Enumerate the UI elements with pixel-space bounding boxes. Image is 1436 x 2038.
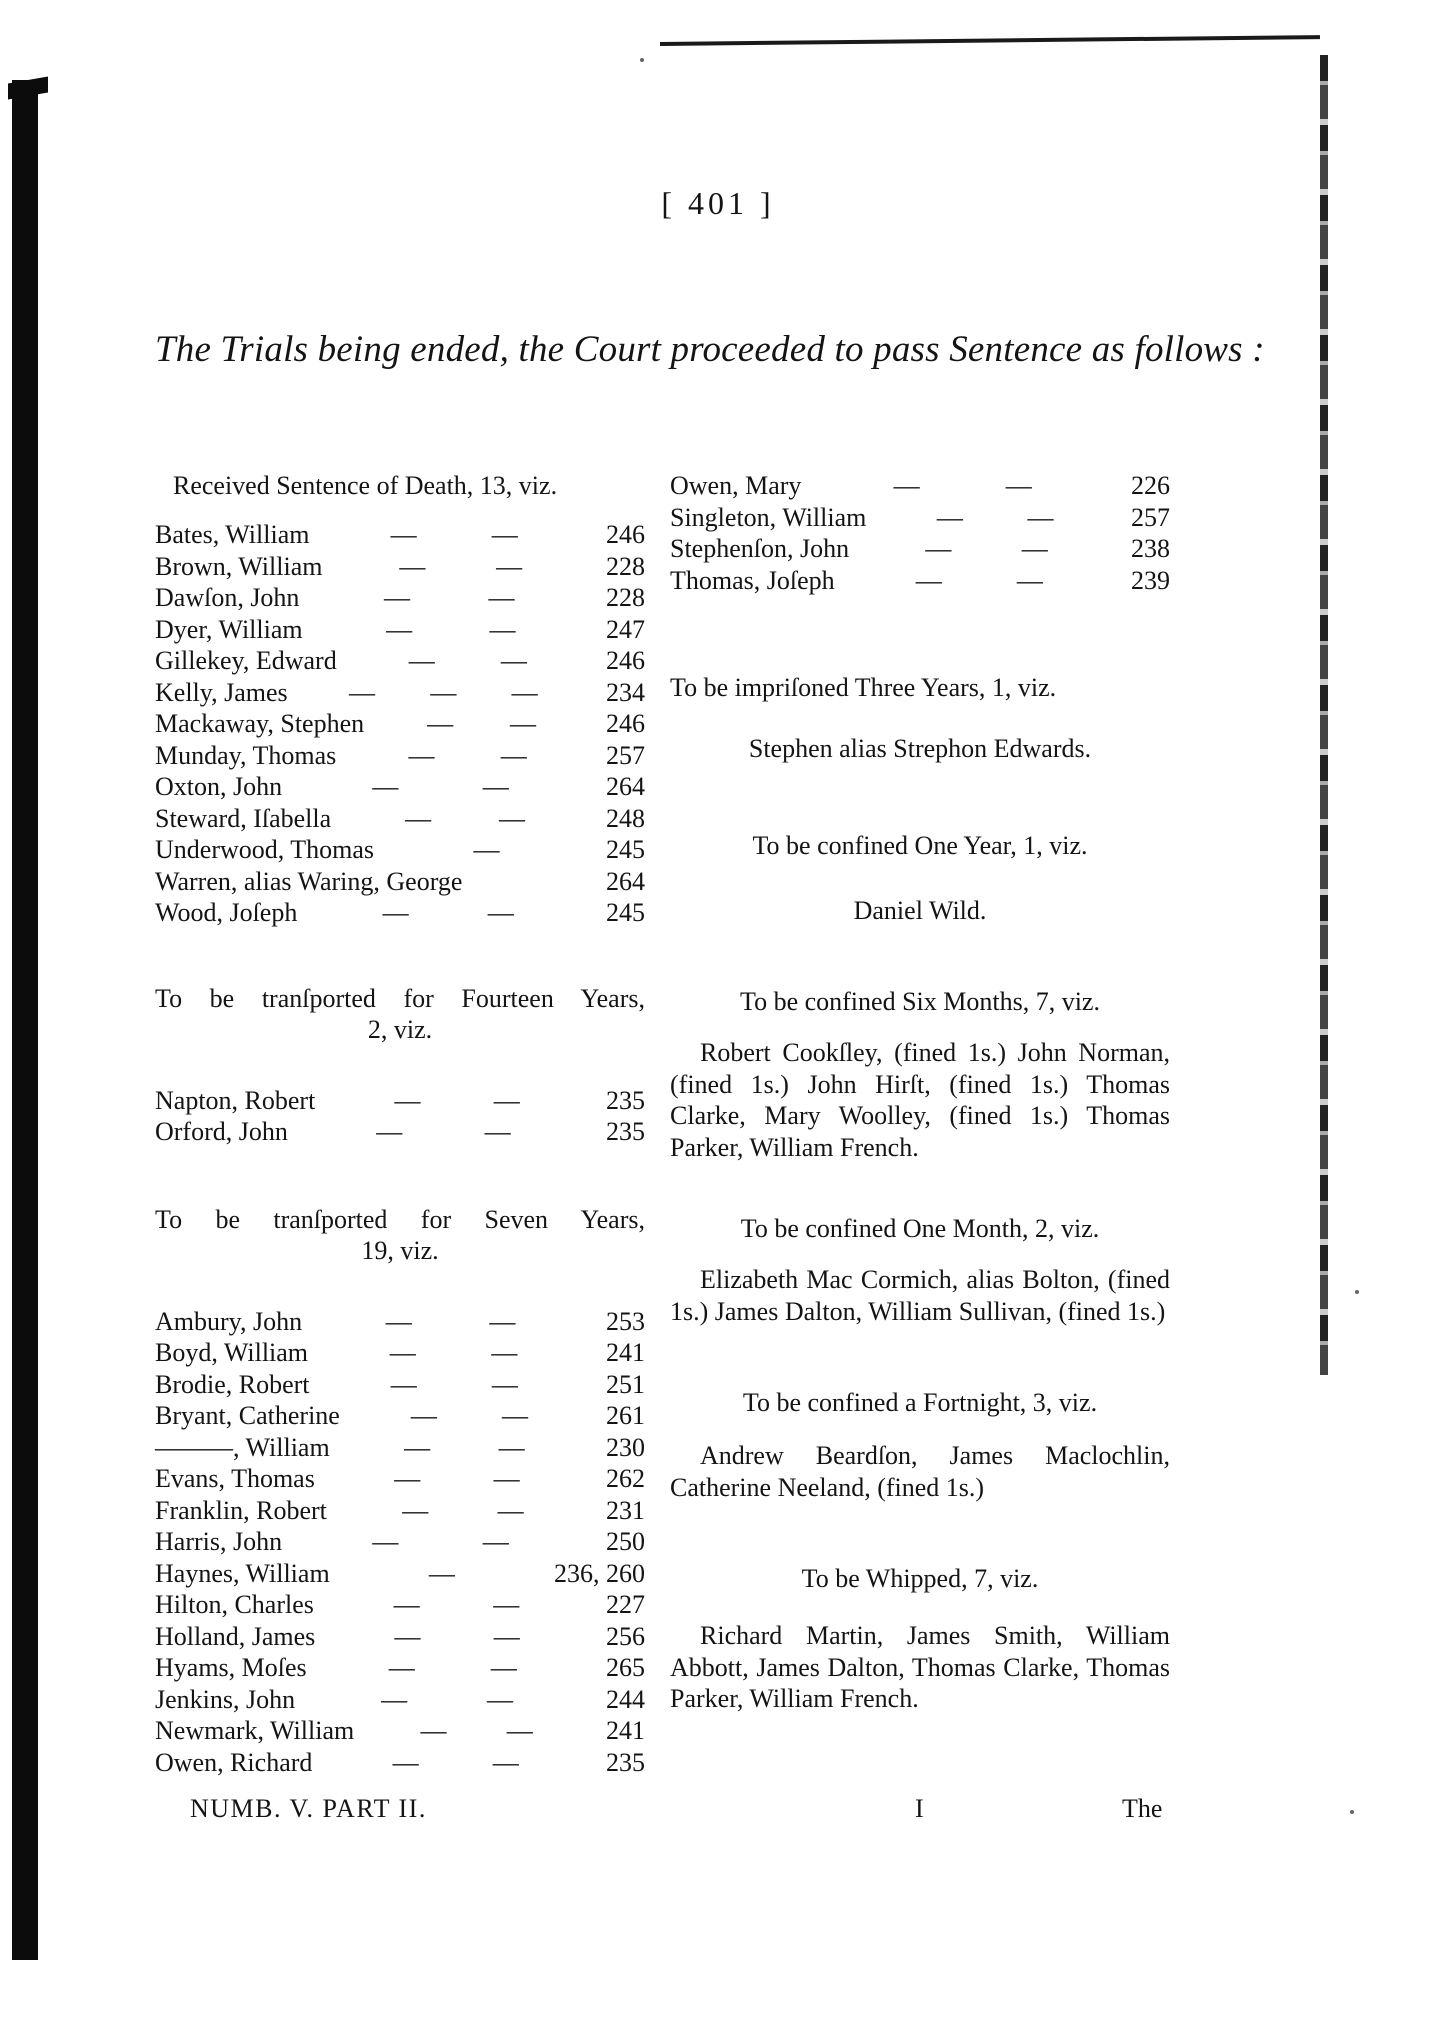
leader-dash: — — [482, 772, 509, 801]
fortnight-section — [670, 1387, 1170, 1503]
entry-name: Bates, William — [155, 520, 310, 549]
entry-page-ref: 251 — [606, 1369, 645, 1399]
entry-name: Wood, Joſeph — [155, 898, 298, 927]
leader-dash: — — [388, 1653, 415, 1682]
leader-dash: — — [488, 583, 515, 612]
entry-page-ref: 244 — [606, 1684, 645, 1714]
entry-name: Orford, John — [155, 1117, 288, 1146]
leader-dash: — — [498, 1432, 525, 1462]
entry-name: Evans, Thomas — [155, 1464, 315, 1493]
entry-name: Kelly, James — [155, 677, 288, 707]
entry-leader — [309, 519, 599, 551]
leader-dash: — — [381, 1684, 408, 1714]
entry-name: Ambury, John — [155, 1306, 303, 1336]
leader-dash: — — [405, 803, 432, 833]
entry-name: Owen, Mary — [670, 471, 802, 500]
entry-name: ———, William — [155, 1432, 330, 1462]
entry-name: Holland, James — [155, 1621, 316, 1651]
leader-dash: — — [372, 1527, 399, 1556]
entry-name: Dawſon, John — [155, 583, 300, 612]
continued-list — [670, 470, 1170, 596]
entry-row — [155, 1337, 645, 1369]
entry-page-ref: 246 — [606, 646, 645, 675]
leader-dash: — — [394, 1085, 421, 1115]
entry-page-ref: 256 — [606, 1621, 645, 1651]
entry-leader — [364, 708, 599, 740]
entry-row — [155, 582, 645, 614]
fortnight-title: To be confined a Fortnight, 3, viz. — [742, 1388, 1098, 1417]
leader-dash: — — [493, 1085, 520, 1115]
entry-leader — [330, 1432, 599, 1464]
death-section — [155, 470, 645, 501]
leader-dash: — — [893, 471, 920, 500]
entry-leader — [282, 1526, 599, 1558]
entry-leader — [801, 470, 1124, 502]
entry-row — [155, 897, 645, 929]
entry-leader — [299, 582, 599, 614]
entry-page-ref: 226 — [1131, 471, 1170, 500]
leader-dash: — — [428, 1558, 455, 1588]
entry-row — [155, 614, 645, 646]
entry-page-ref: 246 — [606, 709, 645, 738]
entry-row — [155, 834, 645, 866]
whipped-body: Richard Martin, James Smith, William Abbott, James Dalton, Thomas Clarke, Thomas Parker, William French. — [670, 1621, 1170, 1713]
entry-leader — [282, 771, 599, 803]
leader-dash: — — [1021, 534, 1048, 563]
whipped-section — [670, 1563, 1170, 1715]
entry-page-ref: 228 — [606, 583, 645, 612]
leader-dash: — — [489, 614, 516, 644]
leader-dash: — — [500, 740, 527, 770]
death-title: Received Sentence of Death, 13, viz. — [173, 471, 558, 500]
entry-name: Warren, alias Waring, George — [155, 866, 463, 896]
entry-name: Brown, William — [155, 551, 323, 581]
leader-dash: — — [399, 551, 426, 581]
leader-dash: — — [511, 677, 538, 707]
leader-dash: — — [420, 1716, 447, 1745]
entry-row — [155, 1495, 645, 1527]
entry-leader — [295, 1684, 599, 1716]
entry-page-ref: 231 — [606, 1495, 645, 1525]
entry-leader — [330, 1558, 554, 1590]
leader-dash: — — [389, 1338, 416, 1367]
leader-dash: — — [394, 1621, 421, 1651]
seven-sub: 19, viz. — [361, 1235, 439, 1265]
entry-page-ref: 227 — [606, 1590, 645, 1619]
entry-row — [155, 1652, 645, 1684]
six-months-section — [670, 986, 1170, 1163]
entry-row — [155, 1747, 645, 1779]
leader-dash: — — [410, 1401, 437, 1430]
entry-name: Underwood, Thomas — [155, 835, 375, 864]
leader-dash: — — [491, 1369, 518, 1399]
entry-name: Gillekey, Edward — [155, 646, 337, 675]
entry-leader — [315, 1621, 599, 1653]
entry-name: Franklin, Robert — [155, 1495, 327, 1525]
entry-leader — [327, 1495, 599, 1527]
entry-page-ref: 253 — [606, 1306, 645, 1336]
leader-dash: — — [427, 709, 454, 738]
footer-signature-mark: I — [915, 1794, 924, 1823]
entry-page-ref: 235 — [606, 1117, 645, 1146]
entry-row — [670, 565, 1170, 597]
entry-row — [155, 708, 645, 740]
entry-page-ref: 247 — [606, 614, 645, 644]
leader-dash: — — [386, 614, 413, 644]
right-column — [670, 470, 1170, 1715]
fourteen-sub: 2, viz. — [367, 1014, 433, 1044]
entry-row — [670, 470, 1170, 502]
scan-speck — [1355, 1290, 1359, 1294]
entry-row — [155, 1558, 645, 1590]
entry-leader — [322, 551, 599, 583]
entry-page-ref: 265 — [606, 1653, 645, 1682]
entry-page-ref: 264 — [606, 866, 645, 896]
leader-dash: — — [482, 1527, 509, 1556]
entry-page-ref: 245 — [606, 835, 645, 864]
entry-name: Steward, Iſabella — [155, 803, 332, 833]
leader-dash: — — [492, 1747, 519, 1777]
entry-page-ref: 257 — [606, 740, 645, 770]
entry-name: Jenkins, John — [155, 1684, 296, 1714]
seven-section — [155, 1204, 645, 1266]
leader-dash: — — [1027, 502, 1054, 532]
entry-leader — [307, 1652, 599, 1684]
scan-shadow-right — [1320, 55, 1328, 1375]
leader-dash: — — [487, 898, 514, 927]
entry-row — [155, 1463, 645, 1495]
leader-dash: — — [402, 1495, 429, 1525]
entry-row — [155, 1621, 645, 1653]
entry-row — [155, 645, 645, 677]
leader-dash: — — [500, 646, 527, 675]
leader-dash: — — [385, 1306, 412, 1336]
leader-dash: — — [382, 898, 409, 927]
leader-dash: — — [915, 565, 942, 595]
footer-catchword: The — [1122, 1794, 1163, 1823]
entry-page-ref: 235 — [606, 1085, 645, 1115]
fourteen-list — [155, 1085, 645, 1148]
three-years-title: To be impriſoned Three Years, 1, viz. — [670, 673, 1057, 702]
one-year-title: To be confined One Year, 1, viz. — [752, 831, 1088, 860]
six-months-title: To be confined Six Months, 7, viz. — [740, 987, 1100, 1016]
death-list — [155, 519, 645, 929]
entry-leader — [288, 1116, 599, 1148]
entry-row — [155, 1306, 645, 1338]
leader-dash: — — [491, 1338, 518, 1367]
page-number: [ 401 ] — [661, 185, 775, 221]
leader-dash: — — [493, 1590, 520, 1619]
one-month-title: To be confined One Month, 2, viz. — [740, 1214, 1100, 1243]
entry-name: Thomas, Joſeph — [670, 565, 835, 595]
entry-name: Boyd, William — [155, 1338, 309, 1367]
leader-dash: — — [487, 1684, 514, 1714]
entry-page-ref: 228 — [606, 551, 645, 581]
entry-leader — [297, 897, 599, 929]
entry-leader — [374, 834, 599, 866]
leader-dash: — — [393, 1590, 420, 1619]
scan-shadow-left — [12, 80, 38, 1960]
leader-dash: — — [925, 534, 952, 563]
entry-page-ref: 257 — [1131, 502, 1170, 532]
entry-name: Haynes, William — [155, 1558, 330, 1588]
leader-dash: — — [484, 1117, 511, 1146]
entry-leader — [336, 740, 599, 772]
fortnight-body: Andrew Beardſon, James Maclochlin, Catherine Neeland, (fined 1s.) — [670, 1441, 1170, 1502]
one-month-section — [670, 1213, 1170, 1327]
entry-page-ref: 236, 260 — [554, 1558, 645, 1588]
entry-name: Oxton, John — [155, 772, 283, 801]
fourteen-section — [155, 983, 645, 1045]
leader-dash: — — [390, 520, 417, 549]
entry-name: Stephenſon, John — [670, 534, 850, 563]
entry-leader — [835, 565, 1124, 597]
one-month-body: Elizabeth Mac Cormich, alias Bolton, (fined 1s.) James Dalton, William Sullivan, (fined 1s.) — [670, 1265, 1170, 1326]
leader-dash: — — [490, 1653, 517, 1682]
entry-row — [155, 740, 645, 772]
entry-row — [155, 1526, 645, 1558]
entry-page-ref: 250 — [606, 1527, 645, 1556]
entry-name: Hilton, Charles — [155, 1590, 314, 1619]
leader-dash: — — [430, 677, 457, 707]
leader-dash: — — [493, 1621, 520, 1651]
footer-signature-label: NUMB. V. PART II. — [190, 1794, 427, 1823]
entry-name: Bryant, Catherine — [155, 1401, 340, 1430]
entry-page-ref: 261 — [606, 1401, 645, 1430]
leader-dash: — — [392, 1747, 419, 1777]
leader-dash: — — [390, 1369, 417, 1399]
entry-leader — [354, 1715, 599, 1747]
entry-row — [155, 1715, 645, 1747]
entry-leader — [315, 1463, 599, 1495]
entry-page-ref: 245 — [606, 898, 645, 927]
leader-dash: — — [1005, 471, 1032, 500]
scan-speck — [640, 58, 644, 62]
entry-leader — [288, 677, 599, 709]
entry-row — [155, 1432, 645, 1464]
entry-row — [155, 1085, 645, 1117]
entry-row — [155, 1369, 645, 1401]
leader-dash: — — [936, 502, 963, 532]
entry-page-ref: 241 — [606, 1338, 645, 1367]
leader-dash: — — [491, 520, 518, 549]
page-heading: The Trials being ended, the Court proceeded to pass Sentence as follows : — [155, 329, 1265, 370]
entry-leader — [314, 1589, 599, 1621]
entry-page-ref: 262 — [606, 1464, 645, 1493]
leader-dash: — — [372, 772, 399, 801]
entry-row — [670, 533, 1170, 565]
entry-leader — [337, 645, 599, 677]
entry-row — [155, 677, 645, 709]
entry-leader — [866, 502, 1124, 534]
fourteen-title: To be tranſported for Fourteen Years, — [155, 983, 645, 1013]
leader-dash: — — [404, 1432, 431, 1462]
entry-row — [155, 1116, 645, 1148]
leader-dash: — — [376, 1117, 403, 1146]
leader-dash: — — [497, 1495, 524, 1525]
entry-page-ref: 239 — [1131, 565, 1170, 595]
entry-row — [155, 866, 645, 898]
entry-page-ref: 238 — [1131, 534, 1170, 563]
scan-speck — [1350, 1810, 1354, 1814]
three-years-section — [670, 672, 1170, 764]
left-column — [155, 470, 645, 1778]
entry-leader — [308, 1337, 599, 1369]
leader-dash: — — [1016, 565, 1043, 595]
entry-row — [155, 1400, 645, 1432]
scan-edge-top — [660, 35, 1320, 46]
entry-leader — [315, 1085, 599, 1117]
entry-name: Newmark, William — [155, 1716, 355, 1745]
leader-dash: — — [499, 803, 526, 833]
entry-page-ref: 234 — [606, 677, 645, 707]
leader-dash: — — [408, 646, 435, 675]
entry-page-ref: 248 — [606, 803, 645, 833]
leader-dash: — — [489, 1306, 516, 1336]
entry-page-ref: 241 — [606, 1716, 645, 1745]
entry-leader — [302, 1306, 599, 1338]
whipped-title: To be Whipped, 7, viz. — [801, 1564, 1039, 1593]
leader-dash: — — [348, 677, 375, 707]
entry-leader — [340, 1400, 599, 1432]
entry-name: Hyams, Moſes — [155, 1653, 307, 1682]
entry-name: Mackaway, Stephen — [155, 709, 365, 738]
entry-name: Singleton, William — [670, 502, 867, 532]
seven-title: To be tranſported for Seven Years, — [155, 1204, 645, 1234]
entry-name: Harris, John — [155, 1527, 283, 1556]
leader-dash: — — [501, 1401, 528, 1430]
entry-row — [155, 519, 645, 551]
entry-leader — [331, 803, 599, 835]
entry-page-ref: 230 — [606, 1432, 645, 1462]
leader-dash: — — [473, 835, 500, 864]
leader-dash: — — [383, 583, 410, 612]
entry-page-ref: 264 — [606, 772, 645, 801]
leader-dash: — — [408, 740, 435, 770]
leader-dash: — — [510, 709, 537, 738]
six-months-body: Robert Cookſley, (fined 1s.) John Norman, (fined 1s.) John Hirſt, (fined 1s.) Thomas Clarke, Mary Woolley, (fined 1s.) Thomas Parker, William French. — [670, 1038, 1170, 1162]
entry-name: Owen, Richard — [155, 1747, 313, 1777]
entry-row — [155, 803, 645, 835]
entry-page-ref: 235 — [606, 1747, 645, 1777]
entry-name: Brodie, Robert — [155, 1369, 310, 1399]
entry-name: Munday, Thomas — [155, 740, 337, 770]
three-years-body: Stephen alias Strephon Edwards. — [748, 734, 1092, 763]
leader-dash: — — [496, 551, 523, 581]
entry-name: Napton, Robert — [155, 1085, 316, 1115]
entry-name: Dyer, William — [155, 614, 303, 644]
seven-list — [155, 1306, 645, 1779]
entry-leader — [310, 1369, 599, 1401]
entry-row — [155, 771, 645, 803]
leader-dash: — — [394, 1464, 421, 1493]
leader-dash: — — [493, 1464, 520, 1493]
entry-page-ref: 246 — [606, 520, 645, 549]
entry-leader — [303, 614, 599, 646]
entry-row — [155, 551, 645, 583]
one-year-section — [670, 830, 1170, 926]
entry-leader — [849, 533, 1124, 565]
one-year-body: Daniel Wild. — [853, 896, 987, 925]
entry-row — [155, 1589, 645, 1621]
leader-dash: — — [506, 1716, 533, 1745]
entry-row — [155, 1684, 645, 1716]
entry-row — [670, 502, 1170, 534]
entry-leader — [312, 1747, 599, 1779]
